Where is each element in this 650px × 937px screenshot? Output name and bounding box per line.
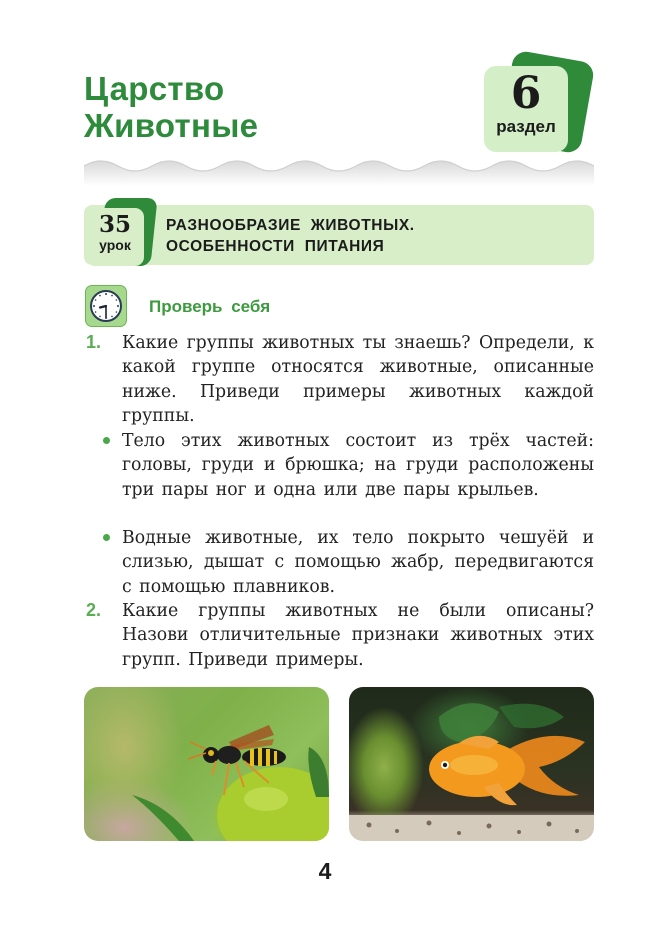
question-1-number: 1.: [86, 332, 102, 352]
lesson-number: 35: [98, 211, 131, 238]
lesson-badge-front: [86, 208, 144, 266]
wavy-divider: [84, 152, 594, 186]
lesson-title: [166, 215, 415, 257]
question-2-number: 2.: [86, 600, 102, 620]
chapter-title-line-1: Царство: [84, 70, 225, 107]
section-label: раздел: [496, 117, 556, 136]
clock-icon: [85, 285, 127, 327]
goldfish-illustration: [349, 687, 594, 841]
page-number: 4: [318, 858, 332, 884]
section-badge-front: [484, 66, 568, 152]
wasp-photo: [84, 687, 329, 841]
wasp-illustration: [84, 687, 329, 841]
goldfish-photo: [349, 687, 594, 841]
lesson-badge: [84, 196, 156, 268]
lesson-title-line-2: ОСОБЕННОСТИ ПИТАНИЯ: [166, 238, 385, 255]
section-number: 6: [510, 68, 542, 119]
chapter-title-line-2: Животные: [84, 107, 259, 144]
bullet-icon: [103, 534, 110, 541]
question-2-text: Какие группы животных не были описаны? Назови отличительные признаки животных этих групп. Приведи примеры.: [122, 601, 594, 670]
question-1-bullet-2: Водные животные, их тело покрыто чешуёй и слизью, дышат с помощью жабр, передвигаются с помощью плавников.: [122, 528, 594, 597]
lesson-title-line-1: РАЗНООБРАЗИЕ ЖИВОТНЫХ.: [166, 217, 415, 234]
lesson-label: урок: [99, 237, 131, 253]
chapter-title: [84, 70, 258, 144]
section-badge: [484, 52, 594, 152]
question-1-text: Какие группы животных ты знаешь? Определи, к какой группе относятся животные, описанные ниже. Приведи примеры животных каждой группы.: [122, 333, 594, 427]
question-1-bullet-1: Тело этих животных состоит из трёх частей: головы, груди и брюшка; на груди расположены три пары ног и одна или две пары крыльев.: [122, 431, 594, 500]
bullet-icon: [103, 437, 110, 444]
check-yourself-title: Проверь себя: [149, 297, 271, 316]
